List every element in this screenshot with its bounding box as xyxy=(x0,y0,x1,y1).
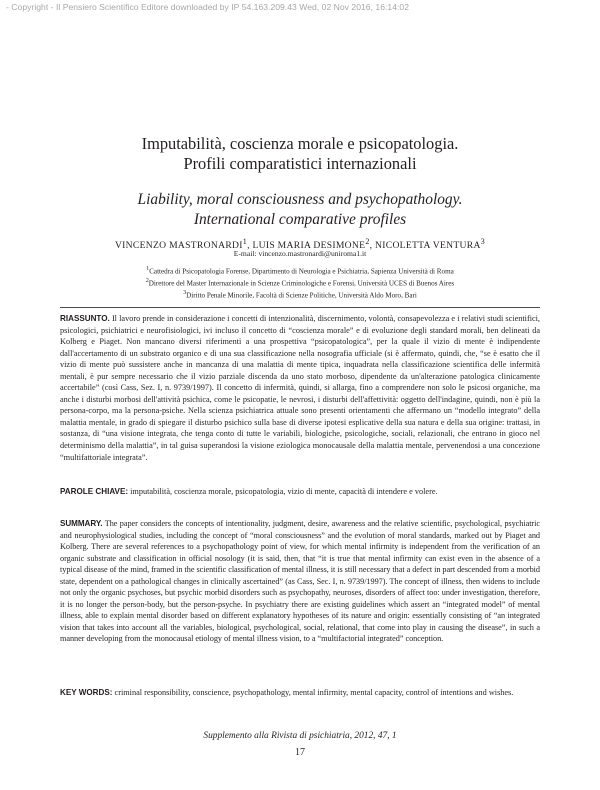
journal-footer: Supplemento alla Rivista di psichiatria, 2012, 47, 1 xyxy=(203,731,397,741)
author-name: NICOLETTA VENTURA xyxy=(375,240,481,252)
english-title xyxy=(60,190,540,229)
subtitle-line-2: International comparative profiles xyxy=(193,210,407,228)
author-separator: , xyxy=(247,240,253,252)
riassunto-paragraph xyxy=(60,313,540,463)
parole-chiave-label: PAROLE CHIAVE: xyxy=(60,487,129,496)
author-affiliation-mark: 1 xyxy=(242,237,248,246)
article-title xyxy=(60,134,540,174)
author-affiliation-mark: 3 xyxy=(480,237,486,246)
summary-label: SUMMARY. xyxy=(60,519,103,528)
affiliation-text: Diritto Penale Minorile, Facoltà di Scienze Politiche, Università Aldo Moro, Bari xyxy=(186,290,417,299)
riassunto-label: RIASSUNTO. xyxy=(60,314,110,323)
copyright-watermark: - Copyright - Il Pensiero Scientifico Editore downloaded by IP 54.163.209.43 Wed, 02 Nov 2016, 16:14:02 xyxy=(6,2,410,12)
riassunto-text: Il lavoro prende in considerazione i concetti di intenzionalità, discernimento, volontà, consapevolezza e i relativi studi scientifici, psicologici, psichiatrici e neurofisiologici, ivi incluso il concetto di “coscienza morale” e di evoluzione degli standard morali, ben delineati da Kolberg e Piaget. Non mancano diversi riferimenti a una prospettiva “psicopatologica”, per la quale il vizio di mente è indipendente dall'accertamento di un substrato organico e di una sua classificazione nella nosografia ufficiale (si è affermato, quindi, che, “se è esatto che il vizio di mente può sussistere anche in mancanza di una malattia di mente tipica, inquadrata nella classificazione scientifica delle infermità mentali, è pur sempre necessario che il vizio parziale discenda da uno stato morboso, dipendente da un'alterazione patologica clinicamente accertabile” (così Cass, Sez. I, n. 9739/1997). Il concetto di infermità, quindi, si allarga, fino a comprendere non solo le psicosi organiche, ma anche i disturbi morbosi dell'attività psichica, come le psicopatie, le nevrosi, i disturbi dell'affettività: oggetto dell'indagine, quindi, non è più la persona-corpo, ma la persona-psiche. Nella scienza psichiatrica attuale sono presenti orientamenti che affermano un “modello integrato” della malattia mentale, in grado di spiegare il disturbo psichico sulla base di diverse ipotesi esplicative della sua natura e della sua origine: trattasi, in sostanza, di “una visione integrata, che tenga conto di tutte le variabili, biologiche, psicologiche, sociali, relazionali, che entrano in gioco nel determinismo della malattia”, in tal guisa superandosi la visione eziologica monocausale della malattia mentale, pervenendosi a una concezione “multifattoriale integrata”. xyxy=(60,314,540,462)
affiliation-line xyxy=(60,277,540,289)
section-divider xyxy=(60,307,540,308)
affiliation-list xyxy=(60,265,540,300)
author-name: LUIS MARIA DESIMONE xyxy=(252,240,366,252)
keywords-paragraph xyxy=(60,687,540,699)
affiliation-mark: 3 xyxy=(183,289,187,296)
affiliation-text: Cattedra di Psicopatologia Forense, Dipartimento di Neurologia e Psichiatria, Sapienza Università di Roma xyxy=(149,267,454,276)
affiliation-line xyxy=(60,265,540,277)
title-line-2: Profili comparatistici internazionali xyxy=(183,154,417,173)
affiliation-mark: 1 xyxy=(146,266,150,272)
summary-text: The paper considers the concepts of intentionality, judgment, desire, awareness and the relative scientific, psychological, psychiatric and neurophysiological studies, including the concept of “moral consciousness” and the evolution of moral standards, marked out by Piaget and Kolberg. There are several references to a psychopathology point of view, for which mental infirmity is independent from the verification of an organic substrate and classification in official nosology (it is said, then, that “it is true that mental infirmity can exist even in the absence of a typical disease of the mind, framed in the scientific classification of mental illness, it is still necessary that a defect in part descended from a morbid state, dependent on a pathological changes in clinically ascertained” (as Cass, Sec. I, n. 9739/1997). The concept of illness, then widens to include not only the organic psychoses, but psychic morbid disorders such as psychopathy, neuroses, disorders of affect too: under investigation, therefore, it is no longer the person-body, but the person-psyche. In psychiatry there are existing guidelines which assert an “integrated model” of mental illness, able to explain mental disorder based on different explanatory hypotheses of its nature and origin: essentially consisting of “an integrated vision that takes into account all the variables, biological, psychological, social, relational, that come into play in causing the disease”, in such a manner developing from the monocausal etiology of mental illness vision, to a “multifactorial integrated” conception. xyxy=(60,519,540,644)
affiliation-line xyxy=(60,289,540,301)
keywords-label: KEY WORDS: xyxy=(60,688,113,697)
author-name: VINCENZO MASTRONARDI xyxy=(114,240,243,252)
affiliation-text: Direttore del Master Internazionale in Scienze Criminologiche e Forensi, Università UCES di Buenos Aires xyxy=(148,279,455,288)
author-separator: , xyxy=(369,240,376,252)
subtitle-line-1: Liability, moral consciousness and psychopathology. xyxy=(137,191,463,208)
parole-chiave-paragraph xyxy=(60,486,540,498)
summary-paragraph xyxy=(60,518,540,645)
contact-email: E-mail: vincenzo.mastronardi@uniroma1.it xyxy=(233,249,367,258)
parole-chiave-text: imputabilità, coscienza morale, psicopatologia, vizio di mente, capacità di intendere e volere. xyxy=(130,487,438,496)
keywords-text: criminal responsibility, conscience, psychopathology, mental infirmity, mental capacity, control of intentions and wishes. xyxy=(114,688,514,697)
author-affiliation-mark: 2 xyxy=(365,237,370,246)
page-number: 17 xyxy=(295,747,305,758)
affiliation-mark: 2 xyxy=(145,277,149,284)
title-line-1: Imputabilità, coscienza morale e psicopatologia. xyxy=(141,134,459,153)
